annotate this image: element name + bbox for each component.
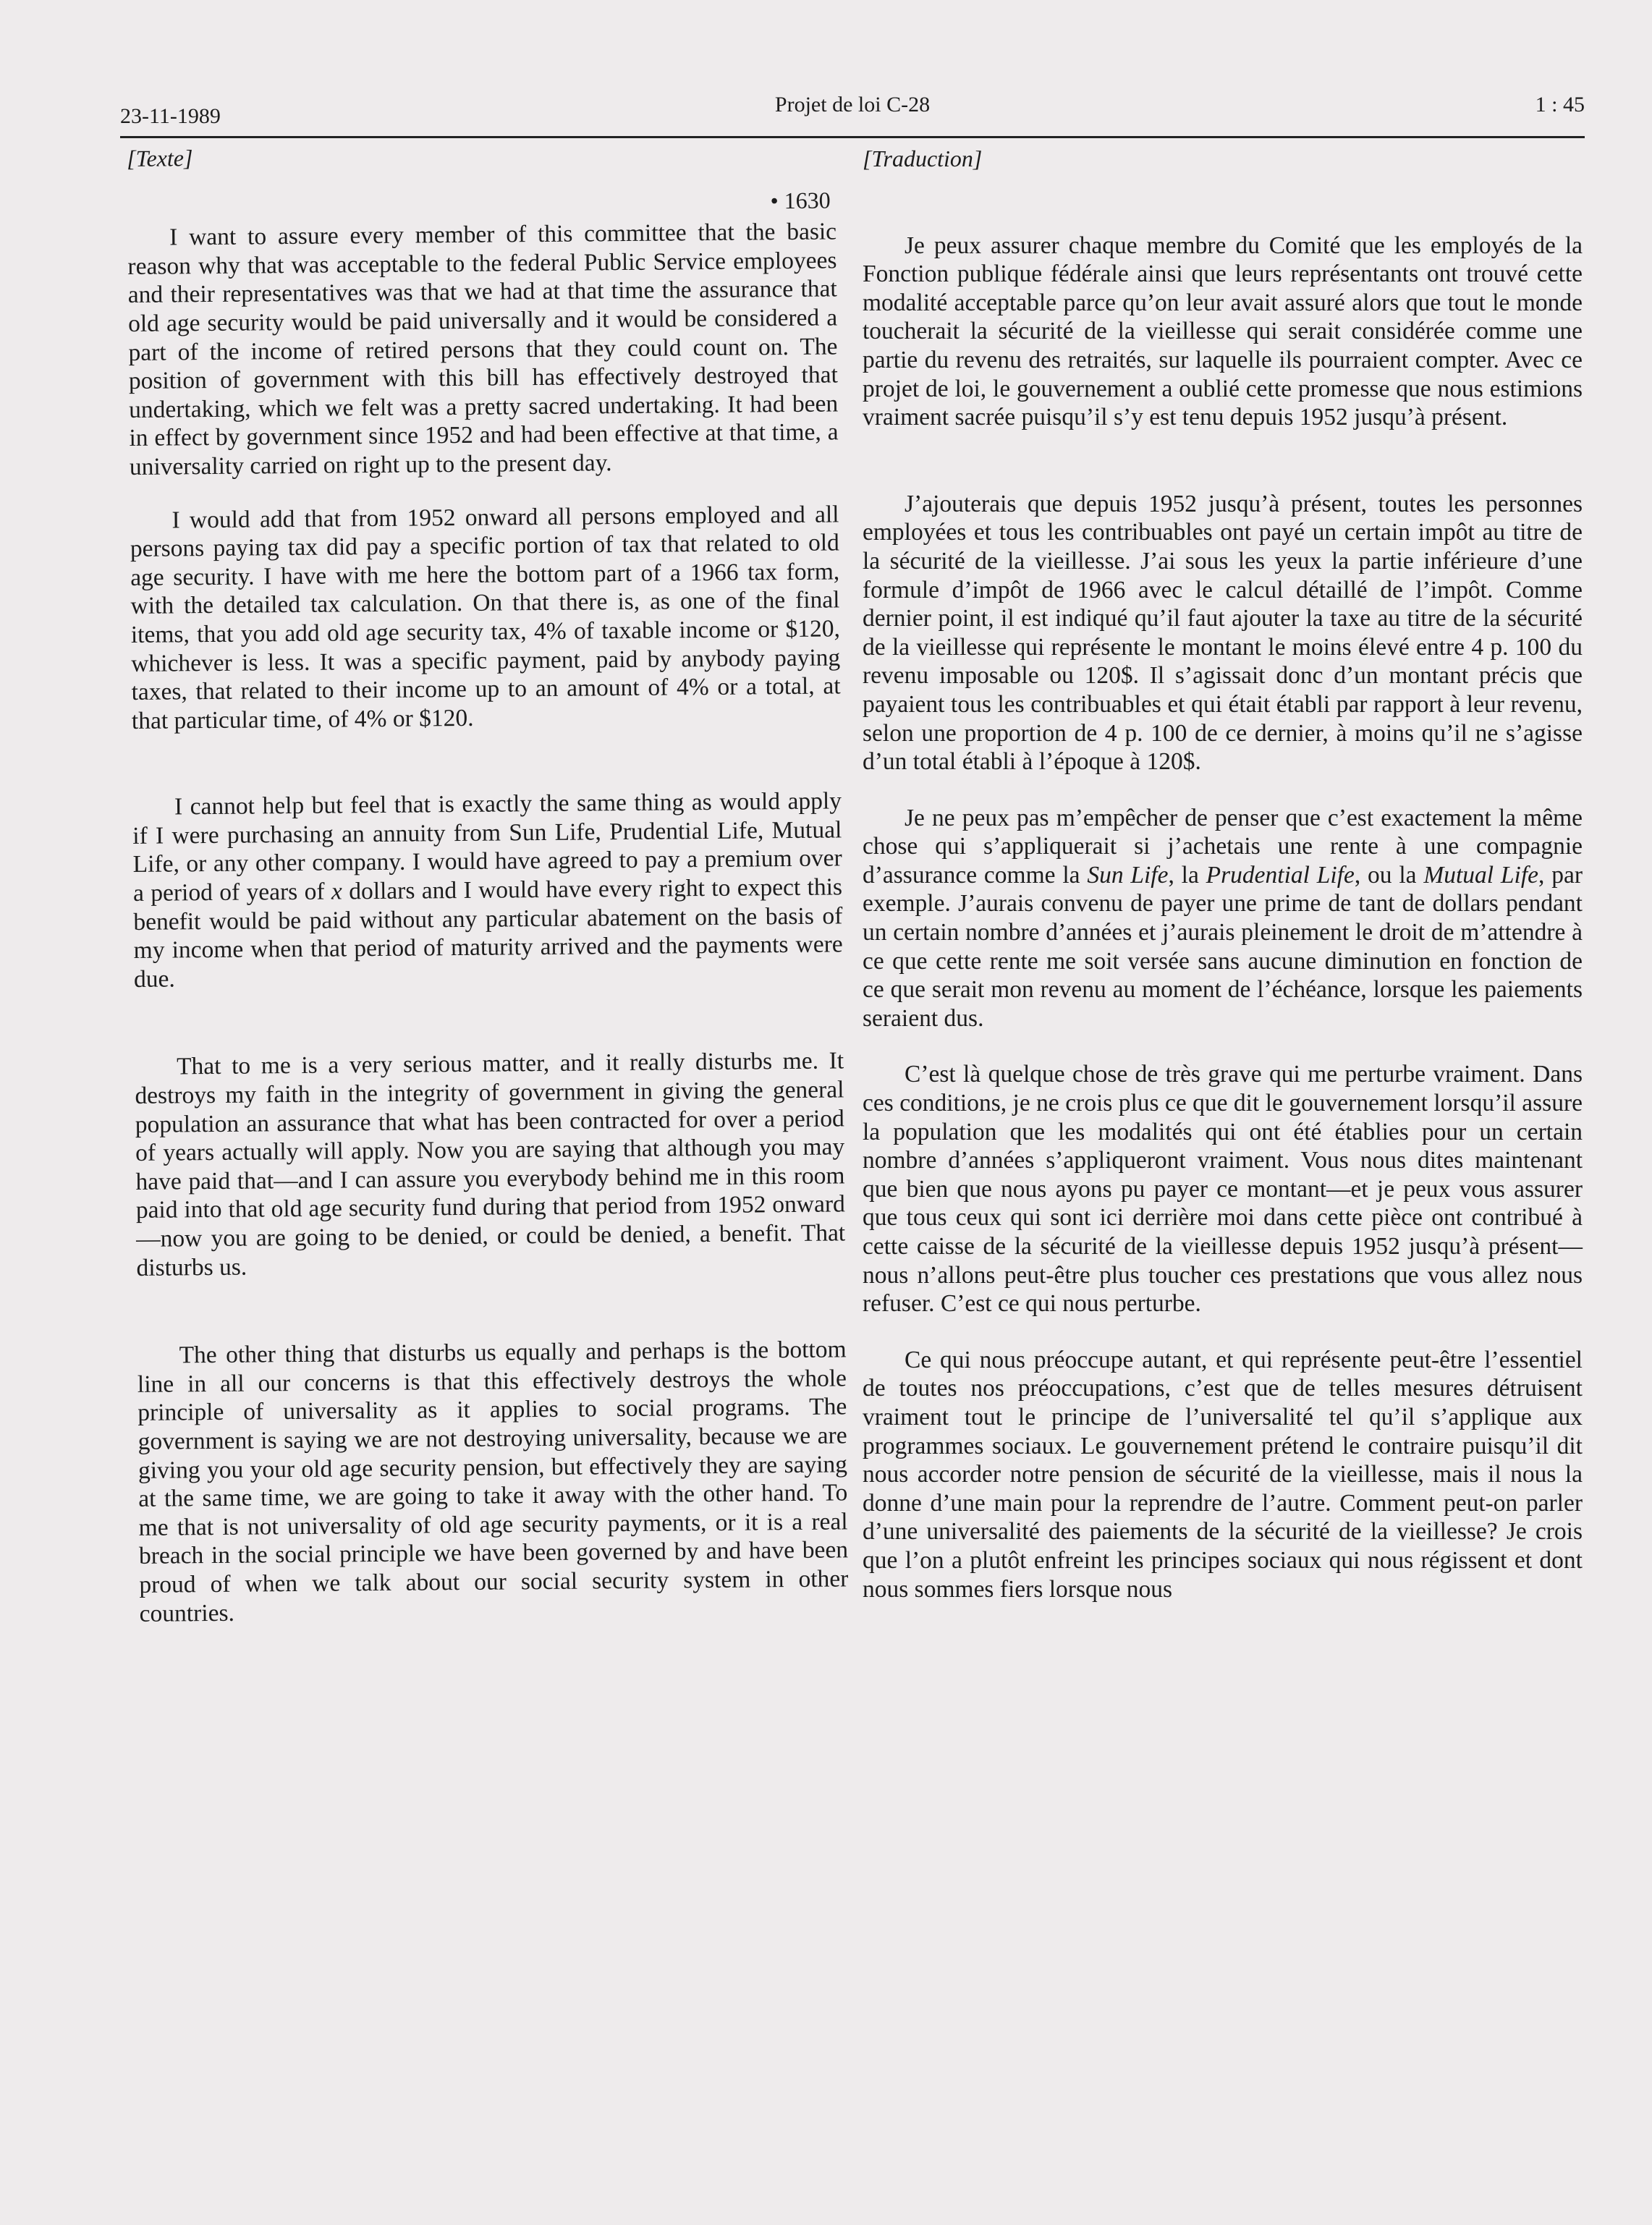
translation-label: [Traduction] xyxy=(863,145,983,171)
french-paragraph-3: Je ne peux pas m’empêcher de penser que c’est exactement la même chose qui s’appliquerait si j’achetais une rente à une compagnie d’assurance comme la Sun Life, la Prudential Life, ou la Mutual Life, par exemple. J’aurais convenu de payer une prime de tant de dollars pendant un certain nombre d’années et j’aurais pleinement le droit de m’attendre à ce que cette rente me soit versée sans aucune diminution en fonction de ce que serait mon revenu au moment de l’échéance, lorsque les paiements seraient dus. xyxy=(863,804,1583,1032)
english-paragraph-1: I want to assure every member of this committee that the basic reason why that was acceptable to the federal Public Service employees and their representatives was that we had at that time the assurance that old age security would be paid universally and it would be considered a part of the income of retired persons that they could count on. The position of government with this bill has effectively destroyed that undertaking, which we felt was a pretty sacred undertaking. It had been in effect by government since 1952 and had been effective at that time, a universality carried on right up to the present day. xyxy=(127,218,839,480)
english-column xyxy=(127,138,849,1628)
french-column xyxy=(863,145,1583,1603)
english-paragraph-3: I cannot help but feel that is exactly the same thing as would apply if I were purchasing an annuity from Sun Life, Prudential Life, Mutual Life, or any other company. I would have agreed to pay a premium over a period of years of x dollars and I would have every right to expect this benefit would be paid without any particular abatement on the basis of my income when that period of maturity arrived and the payments were due. xyxy=(132,787,843,993)
french-paragraph-5: Ce qui nous préoccupe autant, et qui représente peut-être l’essentiel de toutes nos préoccupations, c’est que de telles mesures détruisent vraiment tout le principe de l’universalité tel qu’il s’applique aux programmes sociaux. Le gouvernement prétend le contraire puisqu’il dit nous accorder notre pension de sécurité de la vieillesse, mais il nous la donne d’une main pour la reprendre de l’autre. Comment peut-on parler d’une universalité des paiements de la sécurité de la vieillesse? Je crois que l’on a plutôt enfreint les principes sociaux qui nous régissent et dont nous sommes fiers lorsque nous xyxy=(863,1346,1583,1603)
text-label: [Texte] xyxy=(127,145,193,171)
time-marker: • 1630 xyxy=(770,187,831,213)
english-paragraph-2: I would add that from 1952 onward all persons employed and all persons paying tax did pay a specific portion of tax that related to old age security. I have with me here the bottom part of a 1966 tax form, with the detailed tax calculation. On that there is, as one of the final items, that you add old age security tax, 4% of taxable income or $120, whichever is less. It was a specific payment, paid by anybody paying taxes, that related to their income up to an amount of 4% or a total, at that particular time, of 4% or $120. xyxy=(130,500,841,734)
page-header xyxy=(120,91,1585,138)
english-paragraph-4: That to me is a very serious matter, and it really disturbs me. It destroys my faith in the integrity of government in giving the general population an assurance that what has been contracted for over a period of years actually will apply. Now you are saying that although you may have paid that—and I can assure you everybody behind me in this room paid into that old age security fund during that period from 1952 onward—now you are going to be denied, or could be denied, a benefit. That disturbs us. xyxy=(135,1047,846,1281)
header-title: Projet de loi C-28 xyxy=(774,93,931,116)
french-paragraph-2: J’ajouterais que depuis 1952 jusqu’à présent, toutes les personnes employées et tous les contribuables ont payé un certain impôt au titre de la sécurité de la vieillesse. J’ai sous les yeux la partie inférieure d’une formule d’impôt de 1966 avec le calcul détaillé de l’impôt. Comme dernier point, il est indiqué qu’il faut ajouter la taxe au titre de la sécurité de la vieillesse qui représente le montant le moins élevé entre 4 p. 100 du revenu imposable ou 120$. Il s’agissait donc d’un montant précis que payaient tous les contribuables et qui était établi par rapport à leur revenu, selon une proportion de 4 p. 100 de ce dernier, à moins qu’il ne s’agisse d’un total établi à l’époque à 120$. xyxy=(863,490,1583,776)
french-paragraph-4: C’est là quelque chose de très grave qui me perturbe vraiment. Dans ces conditions, je ne crois plus ce que dit le gouvernement lorsqu’il assure la population que les modalités qui ont été établies pour un certain nombre d’années s’appliqueront vraiment. Vous nous dites maintenant que bien que nous ayons pu payer ce montant—et je peux vous assurer que tous ceux qui sont ici derrière moi dans cette pièce ont contribué à cette caisse de la sécurité de la vieillesse depuis 1952 jusqu’à présent—nous n’allons peut-être plus toucher ces prestations que vous allez nous refuser. C’est ce qui nous perturbe. xyxy=(863,1061,1583,1318)
header-date: 23-11-1989 xyxy=(120,104,221,128)
french-paragraph-1: Je peux assurer chaque membre du Comité que les employés de la Fonction publique fédérale ainsi que leurs représentants ont trouvé cette modalité acceptable parce qu’on leur avait assuré alors que tout le monde toucherait la sécurité de la vieillesse qui serait considérée comme une partie du revenu des retraités, sur laquelle ils pourraient compter. Avec ce projet de loi, le gouvernement a oublié cette promesse que nous estimions vraiment sacrée puisqu’il s’y est tenu depuis 1952 jusqu’à présent. xyxy=(863,232,1583,431)
header-page-number: 1 : 45 xyxy=(1535,93,1585,116)
english-paragraph-5: The other thing that disturbs us equally and perhaps is the bottom line in all our concerns is that this effectively destroys the whole principle of universality as it applies to social programs. The government is saying we are not destroying universality, because we are giving you your old age security pension, but effectively they are saying at the same time, we are going to take it away with the other hand. To me that is not universality of old age security payments, or it is a real breach in the social principle we have been governed by and have been proud of when we talk about our social security system in other countries. xyxy=(137,1336,849,1627)
